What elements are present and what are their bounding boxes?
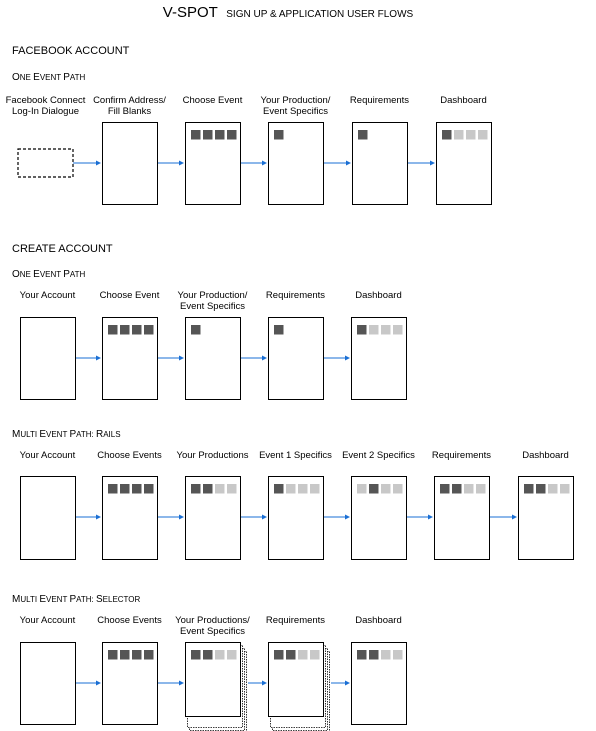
progress-square-filled: [357, 650, 367, 660]
section-subheading: [12, 269, 86, 280]
caps-segment: VENT: [39, 270, 62, 279]
progress-square-filled: [286, 650, 296, 660]
flow-arrow-head: [262, 681, 267, 686]
step-label-line: Dashboard: [522, 450, 569, 461]
progress-square-filled: [191, 130, 201, 140]
flow-arrow-head: [96, 161, 101, 166]
section-subheading: [12, 429, 121, 440]
section-heading: CREATE ACCOUNT: [12, 243, 113, 255]
progress-square-empty: [369, 325, 379, 335]
flow-section-selector: [12, 594, 407, 731]
flow-arrow-head: [512, 515, 517, 520]
step-label-line: Your Production/: [177, 290, 248, 301]
caps-segment: E: [33, 269, 40, 280]
progress-square-empty: [393, 650, 403, 660]
caps-segment: ATH:: [76, 430, 94, 439]
screen-box: [21, 477, 76, 560]
screen-box: [21, 318, 76, 400]
caps-segment: ATH:: [76, 595, 94, 604]
flow-step: [266, 290, 325, 400]
step-label-line: Fill Blanks: [107, 106, 152, 117]
step-label-line: Choose Event: [99, 290, 160, 301]
progress-square-empty: [310, 650, 320, 660]
progress-square-filled: [227, 130, 237, 140]
progress-square-filled: [369, 650, 379, 660]
progress-square-empty: [393, 484, 403, 494]
step-label: [178, 290, 248, 312]
caps-segment: APPLICATION: [278, 9, 345, 20]
step-label-line: Dashboard: [440, 95, 487, 106]
progress-square-empty: [548, 484, 558, 494]
caps-segment: ULTI: [20, 430, 38, 439]
step-label-line: Your Account: [19, 615, 76, 626]
progress-square-filled: [108, 325, 118, 335]
progress-square-filled: [108, 484, 118, 494]
screen-box: [103, 123, 158, 205]
step-label: [6, 95, 86, 117]
caps-segment: R: [95, 429, 104, 440]
step-label: [20, 290, 76, 301]
progress-square-empty: [227, 484, 237, 494]
progress-square-empty: [560, 484, 570, 494]
flow-step: [178, 290, 248, 400]
progress-square-filled: [203, 484, 213, 494]
flow-step: [183, 95, 243, 205]
caps-segment: P: [69, 594, 77, 605]
caps-segment: NE: [19, 270, 31, 279]
step-label: [20, 615, 76, 626]
step-label-line: Requirements: [431, 450, 492, 461]
flow-arrow-head: [262, 356, 267, 361]
progress-square-filled: [191, 325, 201, 335]
flow-arrow-head: [179, 161, 184, 166]
progress-square-filled: [358, 130, 368, 140]
dialog-placeholder: [18, 149, 73, 177]
flow-step: [175, 615, 250, 731]
progress-square-filled: [203, 130, 213, 140]
caps-segment: P: [63, 269, 70, 280]
step-label-line: Requirements: [265, 290, 326, 301]
caps-segment: E: [39, 594, 46, 605]
step-label: [100, 290, 160, 301]
progress-square-filled: [120, 650, 130, 660]
step-label-line: Event Specifics: [263, 106, 328, 117]
flow-step: [176, 450, 248, 560]
flow-step: [519, 450, 574, 560]
step-label: [266, 615, 325, 626]
progress-square-filled: [440, 484, 450, 494]
step-label-line: Dashboard: [355, 290, 402, 301]
step-label: [97, 450, 162, 461]
caps-segment: E: [33, 72, 40, 83]
progress-square-empty: [298, 484, 308, 494]
caps-segment: SIGN: [226, 9, 251, 20]
progress-square-empty: [227, 650, 237, 660]
progress-square-empty: [310, 484, 320, 494]
progress-square-filled: [452, 484, 462, 494]
progress-square-empty: [215, 484, 225, 494]
step-label: [176, 450, 248, 461]
flow-step: [352, 290, 407, 400]
flow-step: [100, 290, 160, 400]
step-label-line: Choose Events: [97, 615, 162, 626]
progress-square-filled: [524, 484, 534, 494]
progress-square-filled: [274, 130, 284, 140]
flow-step: [342, 450, 415, 560]
caps-segment: FLOWS: [377, 9, 414, 20]
progress-square-empty: [286, 484, 296, 494]
flow-arrow-head: [262, 161, 267, 166]
progress-square-empty: [393, 325, 403, 335]
flow-section-create: [12, 243, 407, 400]
step-label-line: Requirements: [349, 95, 410, 106]
progress-square-filled: [144, 325, 154, 335]
progress-square-empty: [381, 325, 391, 335]
section-subheading: [12, 594, 141, 605]
progress-square-empty: [476, 484, 486, 494]
progress-square-filled: [191, 484, 201, 494]
progress-square-empty: [454, 130, 464, 140]
flow-step: [20, 290, 76, 400]
progress-square-empty: [215, 650, 225, 660]
progress-square-empty: [357, 484, 367, 494]
flow-arrow-head: [430, 161, 435, 166]
step-label-line: Choose Event: [182, 95, 243, 106]
progress-square-filled: [132, 650, 142, 660]
flow-arrow-head: [345, 681, 350, 686]
step-label-line: Your Account: [19, 450, 76, 461]
step-label: [432, 450, 491, 461]
caps-segment: ELECTOR: [102, 595, 141, 604]
step-label-line: Dashboard: [355, 615, 402, 626]
caps-segment: VENT: [46, 595, 68, 604]
caps-segment: M: [12, 594, 21, 605]
step-label-line: Your Productions/: [175, 615, 250, 626]
page-title-main: V-SPOT: [162, 4, 218, 21]
flow-step: [432, 450, 491, 560]
step-label: [355, 615, 401, 626]
caps-segment: O: [12, 269, 20, 280]
section-subheading: [12, 72, 86, 83]
step-label: [522, 450, 568, 461]
progress-square-filled: [357, 325, 367, 335]
progress-square-empty: [464, 484, 474, 494]
caps-segment: E: [39, 429, 46, 440]
flow-arrow-head: [345, 515, 350, 520]
page-title-rest: [226, 9, 413, 20]
flow-step: [437, 95, 492, 205]
flow-step: [97, 450, 162, 560]
step-label-line: Requirements: [265, 615, 326, 626]
flow-arrow-head: [96, 681, 101, 686]
caps-segment: P: [69, 429, 77, 440]
step-label-line: Your Productions: [176, 450, 249, 461]
flow-arrow-head: [346, 161, 351, 166]
flow-arrow-head: [179, 515, 184, 520]
flow-step: [20, 450, 76, 560]
step-label: [266, 290, 325, 301]
flow-arrow-head: [262, 515, 267, 520]
caps-segment: S: [95, 594, 103, 605]
flow-step: [97, 615, 162, 725]
step-label-line: Your Production/: [260, 95, 331, 106]
caps-segment: ULTI: [20, 595, 38, 604]
progress-square-empty: [381, 650, 391, 660]
flow-section-rails: [12, 429, 574, 560]
progress-square-filled: [369, 484, 379, 494]
caps-segment: NE: [19, 73, 31, 82]
progress-square-filled: [215, 130, 225, 140]
flow-step: [6, 95, 86, 177]
step-label: [183, 95, 243, 106]
progress-square-filled: [132, 325, 142, 335]
caps-segment: USER: [347, 9, 375, 20]
step-label-line: Event Specifics: [180, 301, 245, 312]
progress-square-empty: [381, 484, 391, 494]
caps-segment: VENT: [46, 430, 68, 439]
progress-square-filled: [144, 484, 154, 494]
flow-step: [20, 615, 76, 725]
flow-arrow-head: [345, 356, 350, 361]
step-label: [350, 95, 409, 106]
caps-segment: UP: [253, 9, 268, 20]
flow-section-fb: [6, 45, 492, 205]
flow-arrow-head: [96, 356, 101, 361]
progress-square-filled: [536, 484, 546, 494]
flow-arrow-head: [428, 515, 433, 520]
caps-segment: &: [269, 9, 277, 20]
step-label: [20, 450, 76, 461]
step-label-line: Your Account: [19, 290, 76, 301]
flow-step: [261, 95, 331, 205]
step-label: [93, 95, 166, 117]
progress-square-filled: [120, 325, 130, 335]
step-label: [355, 290, 401, 301]
progress-square-filled: [108, 650, 118, 660]
flow-sections: [6, 45, 574, 731]
step-label: [97, 615, 162, 626]
progress-square-filled: [203, 650, 213, 660]
flow-arrow-head: [96, 515, 101, 520]
flow-arrow-head: [179, 356, 184, 361]
progress-square-filled: [132, 484, 142, 494]
progress-square-filled: [274, 325, 284, 335]
section-heading: FACEBOOK ACCOUNT: [12, 45, 130, 57]
step-label-line: Event 1 Specifics: [259, 450, 332, 461]
page-title: [163, 4, 414, 21]
progress-square-filled: [144, 650, 154, 660]
step-label-line: Facebook Connect: [5, 95, 86, 106]
progress-square-empty: [298, 650, 308, 660]
progress-square-filled: [274, 650, 284, 660]
step-label: [440, 95, 486, 106]
caps-segment: P: [63, 72, 70, 83]
step-label: [175, 615, 250, 637]
flow-step: [266, 615, 330, 731]
caps-segment: M: [12, 429, 21, 440]
step-label-line: Event 2 Specifics: [342, 450, 415, 461]
step-label-line: Choose Events: [97, 450, 162, 461]
flow-step: [350, 95, 409, 205]
caps-segment: ATH: [69, 73, 86, 82]
step-label-line: Event Specifics: [180, 626, 245, 637]
flow-arrow-head: [179, 681, 184, 686]
flow-step: [352, 615, 407, 725]
caps-segment: VENT: [39, 73, 62, 82]
step-label: [342, 450, 415, 461]
step-label-line: Log-In Dialogue: [11, 106, 80, 117]
step-label: [261, 95, 331, 117]
flow-step: [259, 450, 332, 560]
step-label: [259, 450, 332, 461]
progress-square-filled: [120, 484, 130, 494]
screen-box: [21, 643, 76, 725]
caps-segment: O: [12, 72, 20, 83]
caps-segment: AILS: [103, 430, 121, 439]
progress-square-filled: [274, 484, 284, 494]
flow-step: [93, 95, 166, 205]
progress-square-filled: [442, 130, 452, 140]
caps-segment: ATH: [69, 270, 86, 279]
progress-square-empty: [466, 130, 476, 140]
progress-square-filled: [191, 650, 201, 660]
step-label-line: Confirm Address/: [93, 95, 166, 106]
progress-square-empty: [478, 130, 488, 140]
